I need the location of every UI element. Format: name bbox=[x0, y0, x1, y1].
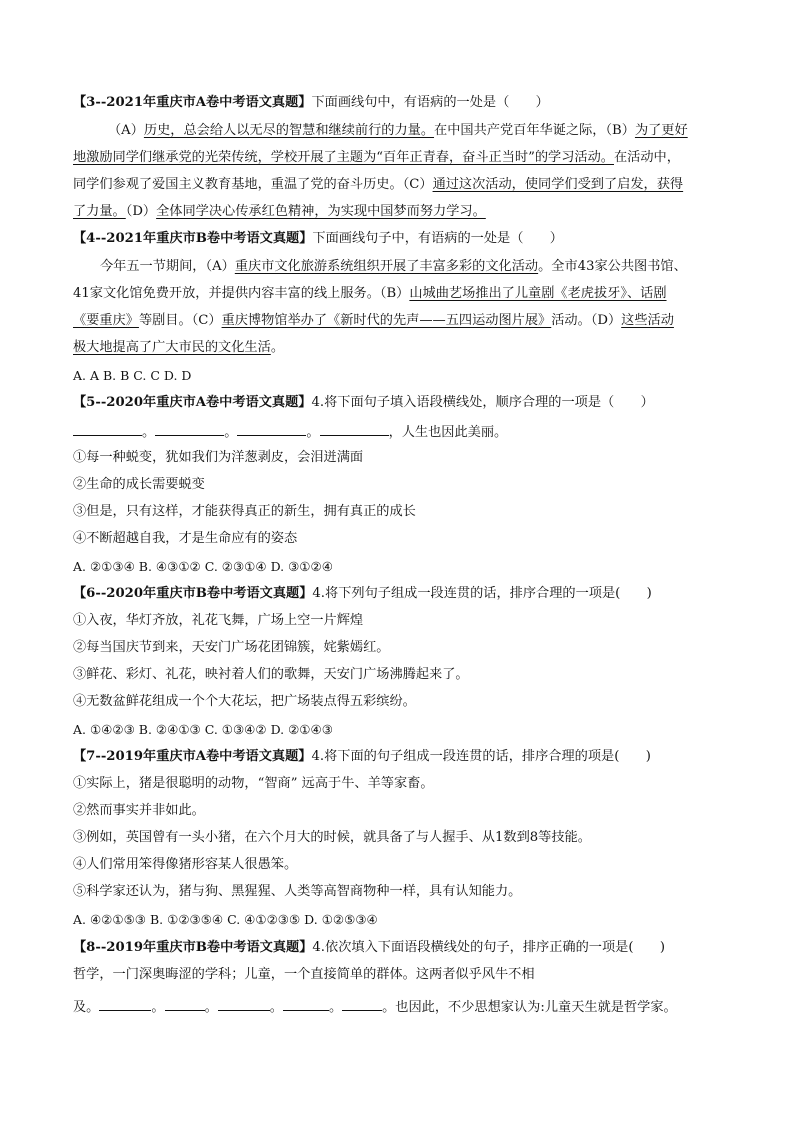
q4-text: 活动。（D） bbox=[551, 313, 622, 328]
q4-heading: 【4--2021年重庆市B卷中考语文真题】 bbox=[73, 231, 313, 246]
q7-item: ④人们常用笨得像猪形容某人很愚笨。 bbox=[73, 857, 298, 872]
q4-underlined-a: 重庆市文化旅游系统组织开展了丰富多彩的文化活动 bbox=[234, 259, 539, 274]
q7-heading: 【7--2019年重庆市A卷中考语文真题】 bbox=[73, 749, 312, 764]
q3-underlined-c: 通过这次活动，使同学们受到了启发，获得 bbox=[432, 177, 684, 192]
q5-item: ④不断超越自我，才是生命应有的姿态 bbox=[73, 531, 298, 546]
q3-heading: 【3--2021年重庆市A卷中考语文真题】 bbox=[73, 95, 312, 110]
q3-underlined-b-cont: 地激励同学们继承党的光荣传统，学校开展了主题为“百年正青春，奋斗正当时”的学习活动。 bbox=[73, 150, 614, 165]
q7-stem: 4.将下面的句子组成一段连贯的话，排序合理的项是( ) bbox=[311, 749, 651, 764]
q5-item: ①每一种蜕变，犹如我们为洋葱剥皮，会泪迸满面 bbox=[73, 450, 364, 465]
q4-passage-line-2 bbox=[73, 284, 667, 304]
q8-passage-line-1: 哲学，一门深奥晦涩的学科；儿童，一个直接简单的群体。这两者似乎风牛不相 bbox=[73, 967, 535, 982]
q3-passage-line-3 bbox=[73, 175, 683, 195]
q8-tail: 。也因此，不少思想家认为:儿童天生就是哲学家。 bbox=[382, 1000, 677, 1015]
q7-item: ③例如，英国曾有一头小猪，在六个月大的时候，就具备了与人握手、从1数到8等技能。 bbox=[73, 830, 591, 845]
blank-4 bbox=[320, 421, 389, 436]
q6-stem: 4.将下列句子组成一段连贯的话，排序合理的一项是( ) bbox=[312, 586, 652, 601]
q5-stem: 4.将下面句子填入语段横线处，顺序合理的一项是（ ） bbox=[311, 395, 654, 410]
q3-underlined-d: 全体同学决心传承红色精神，为实现中国梦而努力学习。 bbox=[156, 204, 486, 219]
q8-stem: 4.依次填入下面语段横线处的句子，排序正确的一项是( ) bbox=[312, 940, 665, 955]
q8-sep: 。 bbox=[151, 1000, 165, 1015]
blank-3 bbox=[237, 421, 306, 436]
q5-sep: 。 bbox=[142, 425, 156, 440]
q3-text: 在中国共产党百年华诞之际，（B） bbox=[434, 123, 635, 138]
q4-underlined-b: 山城曲艺场推出了儿童剧《老虎拔牙》、话剧 bbox=[409, 286, 667, 301]
q6-heading: 【6--2020年重庆市B卷中考语文真题】 bbox=[73, 586, 313, 601]
q3-stem: 下面画线句中，有语病的一处是（ ） bbox=[311, 95, 549, 110]
q4-text: 41家文化馆免费开放，并提供内容丰富的线上服务。（B） bbox=[73, 286, 410, 301]
q3-underlined-a: 历史，总会给人以无尽的智慧和继续前行的力量。 bbox=[143, 123, 435, 138]
q4-passage-line-4 bbox=[73, 338, 284, 358]
q4-passage-line-1 bbox=[100, 257, 687, 277]
q3-marker-d: （D） bbox=[125, 204, 157, 219]
q7-item: ①实际上，猪是很聪明的动物，“智商” 远高于牛、羊等家畜。 bbox=[73, 776, 434, 791]
q5-sep: 。 bbox=[224, 425, 238, 440]
q7-options: A. ④②①⑤③ B. ①②③⑤④ C. ④①②③⑤ D. ①②⑤③④ bbox=[73, 912, 378, 927]
q4-stem: 下面画线句子中，有语病的一处是（ ） bbox=[312, 231, 563, 246]
q4-underlined-d-cont: 极大地提高了广大市民的文化生活 bbox=[73, 340, 271, 355]
q5-fill-line bbox=[73, 421, 507, 443]
q7-title-line bbox=[73, 747, 651, 767]
q6-item: ④无数盆鲜花组成一个个大花坛，把广场装点得五彩缤纷。 bbox=[73, 694, 416, 709]
q6-item: ②每当国庆节到来，天安门广场花团锦簇，姹紫嫣红。 bbox=[73, 640, 390, 655]
q8-fill-line bbox=[73, 996, 677, 1018]
q3-title-line bbox=[73, 93, 549, 113]
q4-underlined-b-cont: 《要重庆》 bbox=[73, 313, 139, 328]
q8-sep: 。 bbox=[269, 1000, 283, 1015]
q5-heading: 【5--2020年重庆市A卷中考语文真题】 bbox=[73, 395, 312, 410]
blank-2 bbox=[155, 421, 224, 436]
q3-marker-a: （A） bbox=[108, 123, 144, 138]
q7-item: ②然而事实并非如此。 bbox=[73, 803, 205, 818]
q4-underlined-d: 这些活动 bbox=[621, 313, 674, 328]
q4-text: 等剧目。（C） bbox=[138, 313, 222, 328]
q8-text: 及。 bbox=[73, 1000, 100, 1015]
blank-4 bbox=[283, 996, 329, 1011]
q3-text: 在活动中， bbox=[613, 150, 680, 165]
q5-item: ②生命的成长需要蜕变 bbox=[73, 477, 205, 492]
q3-passage-line-2 bbox=[73, 148, 680, 168]
q5-item: ③但是，只有这样，才能获得真正的新生，拥有真正的成长 bbox=[73, 504, 416, 519]
q3-text: 同学们参观了爱国主义教育基地，重温了党的奋斗历史。（C） bbox=[73, 177, 433, 192]
q3-passage-line-1 bbox=[108, 121, 688, 141]
q4-title-line bbox=[73, 229, 563, 249]
q4-underlined-c: 重庆博物馆举办了《新时代的先声——五四运动图片展》 bbox=[221, 313, 552, 328]
q6-options: A. ①④②③ B. ②④①③ C. ①③④② D. ②①④③ bbox=[73, 722, 333, 737]
q3-underlined-b: 为了更好 bbox=[634, 123, 688, 138]
q4-text: 今年五一节期间，（A） bbox=[100, 259, 235, 274]
q5-sep: 。 bbox=[306, 425, 320, 440]
q6-item: ①入夜，华灯齐放，礼花飞舞，广场上空一片辉煌 bbox=[73, 613, 364, 628]
q8-sep: 。 bbox=[328, 1000, 343, 1015]
q3-underlined-c-cont: 了力量。 bbox=[73, 204, 126, 219]
q5-options: A. ②①③④ B. ④③①② C. ②③①④ D. ③①②④ bbox=[73, 559, 333, 574]
q5-title-line bbox=[73, 393, 654, 413]
blank-1 bbox=[73, 421, 142, 436]
q4-options: A. A B. B C. C D. D bbox=[73, 368, 192, 383]
q8-title-line bbox=[73, 938, 665, 958]
q3-passage-line-4 bbox=[73, 202, 486, 222]
q8-sep: 。 bbox=[204, 1000, 218, 1015]
q4-text: 。全市43家公共图书馆、 bbox=[538, 259, 687, 274]
q4-text: 。 bbox=[270, 340, 284, 355]
q6-title-line bbox=[73, 584, 652, 604]
q4-passage-line-3 bbox=[73, 311, 674, 331]
q5-tail: ，人生也因此美丽。 bbox=[388, 425, 508, 440]
blank-1 bbox=[99, 996, 151, 1011]
q7-item: ⑤科学家还认为，猪与狗、黑猩猩、人类等高智商物种一样，具有认知能力。 bbox=[73, 884, 522, 899]
q8-heading: 【8--2019年重庆市B卷中考语文真题】 bbox=[73, 940, 313, 955]
blank-5 bbox=[342, 996, 382, 1011]
blank-2 bbox=[165, 996, 205, 1011]
blank-3 bbox=[218, 996, 270, 1011]
q6-item: ③鲜花、彩灯、礼花，映衬着人们的歌舞，天安门广场沸腾起来了。 bbox=[73, 667, 469, 682]
